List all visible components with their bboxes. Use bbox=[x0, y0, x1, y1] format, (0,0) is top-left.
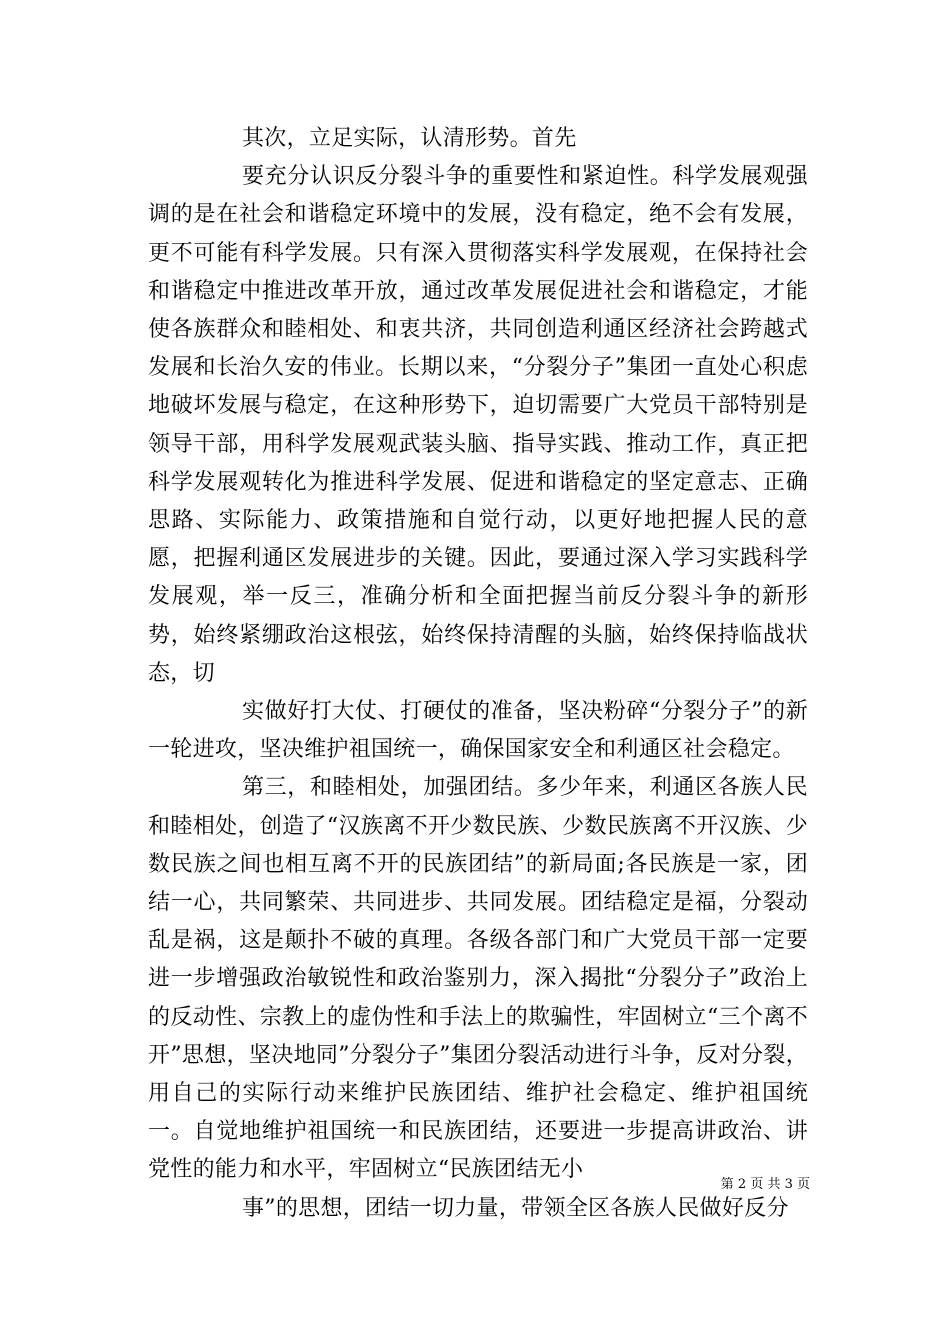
document-body bbox=[148, 120, 808, 1228]
paragraph-4: 第三，和睦相处，加强团结。多少年来，利通区各族人民和睦相处，创造了“汉族离不开少数民族、少数民族离不开汉族、少数民族之间也相互离不开的民族团结”的新局面;各民族是一家，团结一心，共同繁荣、共同进步、共同发展。团结稳定是福，分裂动乱是祸，这是颠扑不破的真理。各级各部门和广大党员干部一定要进一步增强政治敏锐性和政治鉴别力，深入揭批“分裂分子”政治上的反动性、宗教上的虚伪性和手法上的欺骗性，牢固树立“三个离不开”思想，坚决地同”分裂分子”集团分裂活动进行斗争，反对分裂，用自己的实际行动来维护民族团结、维护社会稳定、维护祖国统一。自觉地维护祖国统一和民族团结，还要进一步提高讲政治、讲党性的能力和水平，牢固树立“民族团结无小 bbox=[148, 775, 808, 1183]
paragraph-3: 实做好打大仗、打硬仗的准备，坚决粉碎“分裂分子”的新一轮进攻，坚决维护祖国统一，确保国家安全和利通区社会稳定。 bbox=[148, 699, 808, 763]
paragraph-5: 事”的思想，团结一切力量，带领全区各族人民做好反分 bbox=[242, 1195, 789, 1221]
page-number-footer: 第 2 页 共 3 页 bbox=[720, 1177, 810, 1192]
paragraph-1: 其次，立足实际，认清形势。首先 bbox=[242, 126, 577, 151]
paragraph-2: 要充分认识反分裂斗争的重要性和紧迫性。科学发展观强调的是在社会和谐稳定环境中的发展，没有稳定，绝不会有发展，更不可能有科学发展。只有深入贯彻落实科学发展观，在保持社会和谐稳定中推进改革开放，通过改革发展促进社会和谐稳定，才能使各族群众和睦相处、和衷共济，共同创造利通区经济社会跨越式发展和长治久安的伟业。长期以来，“分裂分子”集团一直处心积虑地破坏发展与稳定，在这种形势下，迫切需要广大党员干部特别是领导干部，用科学发展观武装头脑、指导实践、推动工作，真正把科学发展观转化为推进科学发展、促进和谐稳定的坚定意志、正确思路、实际能力、政策措施和自觉行动，以更好地把握人民的意愿，把握利通区发展进步的关键。因此，要通过深入学习实践科学发展观，举一反三，准确分析和全面把握当前反分裂斗争的新形势，始终紧绷政治这根弦，始终保持清醒的头脑，始终保持临战状态，切 bbox=[148, 164, 808, 686]
